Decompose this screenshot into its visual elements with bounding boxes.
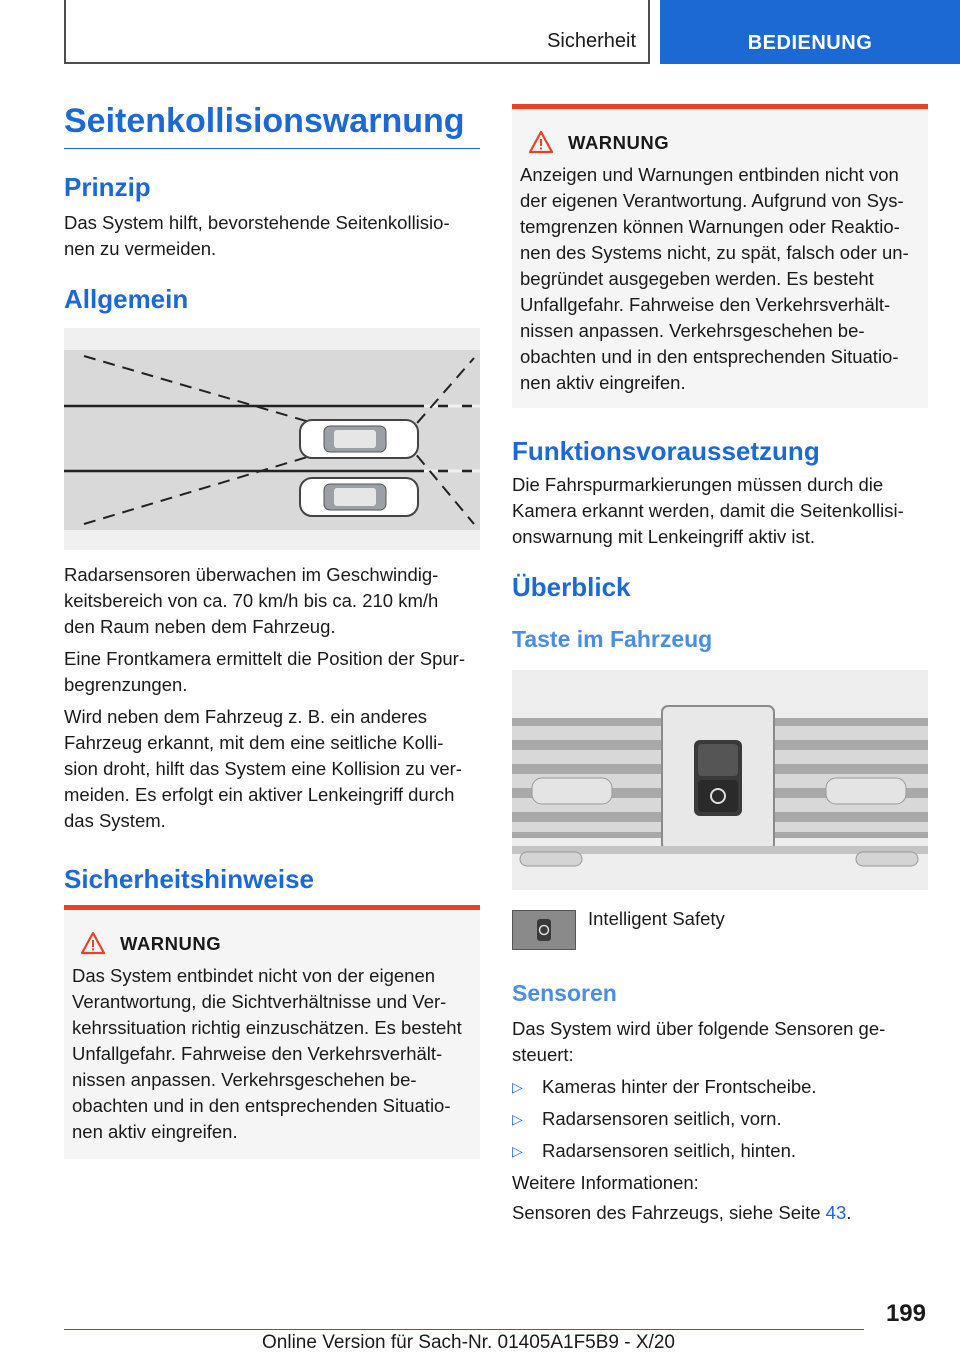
sensoren-text: Das System wird über folgende Sensoren ge- steuert:: [512, 1018, 886, 1065]
intelligent-safety-button-icon: [512, 910, 576, 950]
lane-diagram: [64, 328, 480, 550]
warning-bar: [512, 104, 928, 109]
page-number: 199: [885, 1300, 926, 1327]
warning-label: WARNUNG: [568, 132, 670, 153]
para-lenkeingriff: Wird neben dem Fahrzeug z. B. ein anderes Fahrzeug erkannt, mit dem eine seitliche Kolli- sion droht, hilft das System eine Kollision zu ver- meiden. Es erfolgt ein aktiver Lenkeingriff durch das System.: [64, 706, 462, 831]
bullet-triangle-icon: ▷: [512, 1111, 523, 1127]
funktion-text: Die Fahrspurmarkierungen müssen durch die Kamera erkannt werden, damit die Seitenkollisi- onswarnung mit Lenkeingriff aktiv ist.: [512, 474, 904, 547]
button-photo: [512, 670, 928, 890]
car-top: [300, 420, 418, 458]
warning-box-right: [512, 104, 928, 408]
warning-box-left: [64, 905, 480, 1159]
warning-triangle-icon: [80, 931, 106, 955]
page-link[interactable]: 43: [825, 1202, 847, 1223]
warning-triangle-icon: [528, 130, 554, 154]
weitere-informationen: Weitere Informationen:: [512, 1172, 699, 1193]
warning-text: Das System entbindet nicht von der eigenen Verantwortung, die Sichtverhältnisse und Ver- kehrssituation richtig einzuschätzen. Es besteht Unfallgefahr. Fahrweise den Verkehrsverhält- nissen anpassen. Verkehrsgeschehen be- obachten und in den entsprechenden Situatio- nen aktiv eingreifen.: [72, 965, 462, 1142]
page-title: Seitenkollisionswarnung: [64, 102, 465, 140]
header-section-label: Sicherheit: [547, 30, 636, 52]
heading-taste-im-fahrzeug: Taste im Fahrzeug: [512, 626, 713, 652]
header-left-border: [64, 0, 66, 64]
prinzip-text: Das System hilft, bevorstehende Seitenkollisio- nen zu vermeiden.: [64, 212, 450, 259]
heading-allgemein: Allgemein: [64, 284, 189, 314]
footer-rule: [64, 1329, 864, 1330]
warning-bar: [64, 905, 480, 910]
car-bottom: [300, 478, 418, 516]
title-rule: [64, 148, 480, 149]
bullet-triangle-icon: ▷: [512, 1079, 523, 1095]
heading-ueberblick: Überblick: [512, 572, 631, 602]
lane-diagram-svg: [64, 328, 480, 550]
button-label: Intelligent Safety: [588, 908, 725, 929]
heading-sicherheitshinweise: Sicherheitshinweise: [64, 864, 314, 894]
bullet-triangle-icon: ▷: [512, 1143, 523, 1159]
warning-text: Anzeigen und Warnungen entbinden nicht von der eigenen Verantwortung. Aufgrund von Sys- temgrenzen können Warnungen oder Reaktio- nen des Systems nicht, zu spät, falsch oder un- begründet ausgegeben werden. Es besteht Unfallgefahr. Fahrweise den Verkehrsverhält- nissen anpassen. Verkehrsgeschehen be- obachten und in den entsprechenden Situatio- nen aktiv eingreifen.: [520, 164, 909, 393]
footer-version-text: Online Version für Sach-Nr. 01405A1F5B9 - X/20: [262, 1332, 675, 1353]
header-chapter-tab[interactable]: BEDIENUNG: [660, 0, 960, 64]
header-bottom-border: [64, 62, 650, 64]
heading-sensoren: Sensoren: [512, 980, 617, 1006]
dashboard-vent-svg: [512, 670, 928, 890]
sensor-reference: Sensoren des Fahrzeugs, siehe Seite 43.: [512, 1202, 852, 1223]
para-radarsensoren: Radarsensoren überwachen im Geschwindig- keitsbereich von ca. 70 km/h bis ca. 210 km/h den Raum neben dem Fahrzeug.: [64, 564, 439, 637]
heading-funktionsvoraussetzung: Funktionsvoraussetzung: [512, 436, 820, 466]
heading-prinzip: Prinzip: [64, 172, 151, 202]
warning-label: WARNUNG: [120, 933, 222, 954]
para-frontkamera: Eine Frontkamera ermittelt die Position der Spur- begrenzungen.: [64, 648, 466, 695]
header-divider: [648, 0, 650, 64]
